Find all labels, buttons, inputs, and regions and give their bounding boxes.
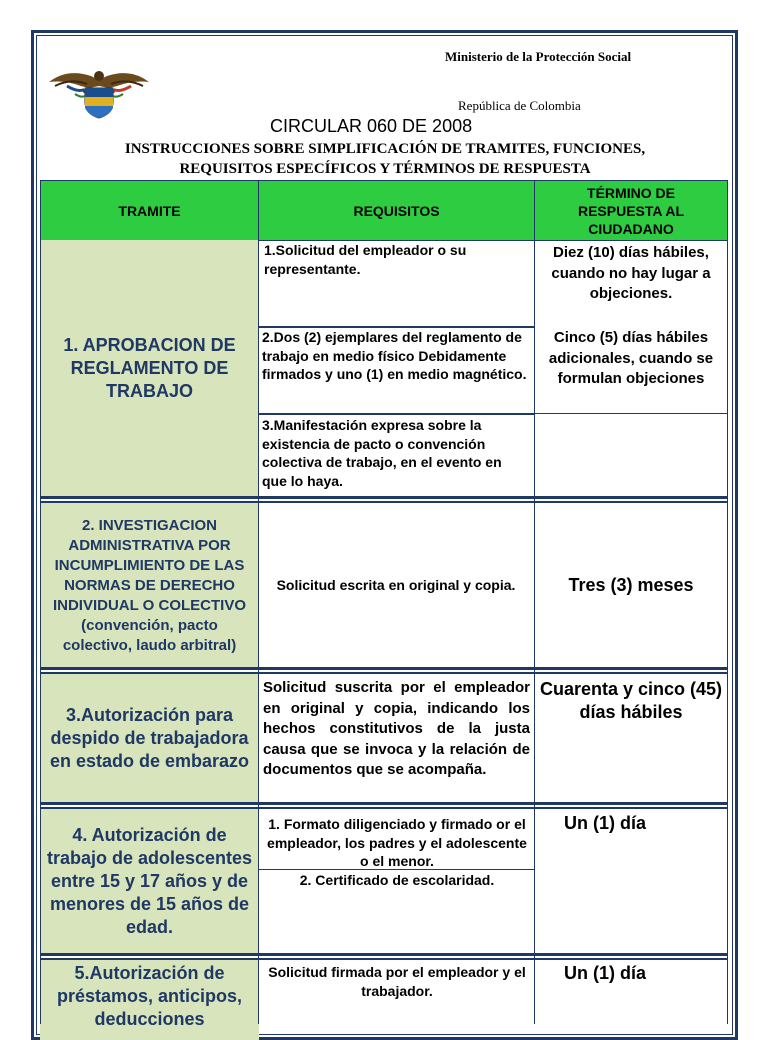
column-header-termino: TÉRMINO DE RESPUESTA AL CIUDADANO <box>534 180 728 241</box>
row-divider <box>258 869 535 870</box>
ministry-name: Ministerio de la Protección Social <box>445 49 632 64</box>
table-border-right <box>727 180 728 1024</box>
column-header-requisitos: REQUISITOS <box>258 180 535 241</box>
tramite-2-title: 2. INVESTIGACION ADMINISTRATIVA POR INCUMPLIMIENTO DE LAS NORMAS DE DERECHO INDIVIDUAL O COLECTIVO <box>52 516 247 614</box>
republic-name: República de Colombia <box>458 98 581 113</box>
tramite-2-note: (convención, pacto colectivo, laudo arbitral) <box>62 616 237 654</box>
requisito-4-2: 2. Certificado de escolaridad. <box>299 872 495 888</box>
termino-cell-1-a: Diez (10) días hábiles, cuando no hay lugar a objeciones. <box>551 244 711 302</box>
termino-cell-3: Cuarenta y cinco (45) días hábiles <box>539 679 723 722</box>
circular-title: CIRCULAR 060 DE 2008 <box>270 116 473 136</box>
requisito-1-2: 2.Dos (2) ejemplares del reglamento de trabajo en medio físico Debidamente firmados y uno (1) en medio magnético. <box>262 329 527 382</box>
row-separator <box>40 953 728 960</box>
termino-cell-2: Tres (3) meses <box>568 575 694 595</box>
column-divider <box>258 180 259 1024</box>
column-header-tramite: TRAMITE <box>40 180 259 241</box>
requisito-1-1: 1.Solicitud del empleador o su representante. <box>264 242 467 277</box>
termino-cell-4: Un (1) día <box>563 813 646 833</box>
termino-cell-5: Un (1) día <box>563 963 646 983</box>
row-divider <box>258 413 535 415</box>
colombia-coat-of-arms-icon <box>47 64 151 120</box>
heading-line-1: INSTRUCCIONES SOBRE SIMPLIFICACIÓN DE TRAMITES, FUNCIONES, <box>124 141 646 157</box>
tramite-cell-2 <box>40 503 259 668</box>
termino-cell-1-b: Cinco (5) días hábiles adicionales, cuando se formulan objeciones <box>548 329 714 387</box>
tramite-cell-3: 3.Autorización para despido de trabajadora en estado de embarazo <box>40 674 259 803</box>
requisito-3-1: Solicitud suscrita por el empleador en original y copia, indicando los hechos constitutivos de la justa causa que se invoca y la relación de documentos que se acompaña. <box>263 679 530 778</box>
tramite-cell-1: 1. APROBACION DE REGLAMENTO DE TRABAJO <box>40 240 259 496</box>
row-separator <box>40 667 728 674</box>
tramite-cell-5: 5.Autorización de préstamos, anticipos, deducciones <box>40 960 259 1040</box>
row-divider <box>534 413 728 414</box>
document-heading <box>40 139 730 179</box>
requisito-1-3: 3.Manifestación expresa sobre la existencia de pacto o convención colectiva de trabajo, en el evento en que lo haya. <box>262 417 502 489</box>
table-border-left <box>40 180 41 1024</box>
tramite-cell-4: 4. Autorización de trabajo de adolescentes entre 15 y 17 años y de menores de 15 años de edad. <box>40 809 259 954</box>
requisito-4-1: 1. Formato diligenciado y firmado or el empleador, los padres y el adolescente o el menor. <box>267 816 527 869</box>
column-divider <box>534 180 535 1024</box>
requisito-2-1: Solicitud escrita en original y copia. <box>276 577 516 593</box>
requisito-5-1: Solicitud firmada por el empleador y el trabajador. <box>268 964 526 999</box>
row-separator <box>40 496 728 503</box>
row-separator <box>40 802 728 809</box>
heading-line-2: REQUISITOS ESPECÍFICOS Y TÉRMINOS DE RESPUESTA <box>179 161 591 177</box>
